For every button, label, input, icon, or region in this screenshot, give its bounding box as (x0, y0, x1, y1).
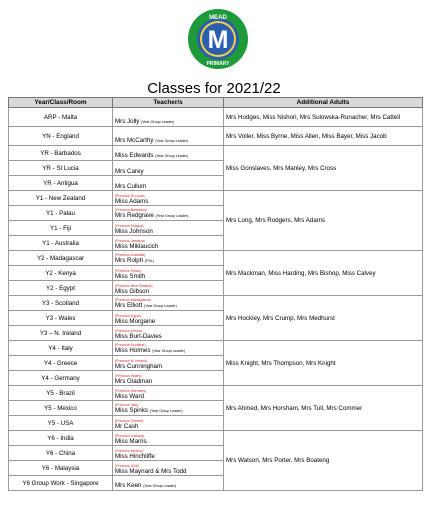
class-name-cell: YR - Barbados (9, 146, 113, 161)
header-row (9, 98, 423, 108)
teacher-cell (113, 206, 224, 221)
teacher-cell (113, 296, 224, 311)
teacher-name: Miss Maynard & Mrs Todd (115, 467, 187, 475)
teacher-name: Mrs Cunningham (115, 362, 163, 370)
class-name-cell: Y2 - Kenya (9, 266, 113, 281)
teacher-cell (113, 431, 224, 446)
teacher-cell (113, 281, 224, 296)
teacher-name: Miss Holmes (115, 346, 151, 354)
teacher-cell (113, 161, 224, 176)
table-row (9, 341, 423, 356)
teacher-role-note: (Year Group Leader) (155, 153, 189, 158)
teacher-name: Miss Smith (115, 272, 146, 280)
teacher-name: Mrs Rolph (115, 256, 144, 264)
table-row (9, 127, 423, 146)
logo-letter: M (207, 26, 229, 54)
teacher-name: Miss Spinks (115, 406, 149, 414)
additional-adults-cell: Mrs Mackman, Miss Harding, Mrs Bishop, Miss Calvey (224, 251, 423, 296)
teacher-name: Mrs Cullum (115, 182, 147, 190)
teacher-name: Mrs Elliott (115, 301, 143, 309)
teacher-cell (113, 326, 224, 341)
teacher-cell (113, 221, 224, 236)
teacher-name: Miss Miklaucich (115, 242, 159, 250)
teacher-cell (113, 176, 224, 191)
teacher-role-note: (Year Group Leader) (141, 119, 174, 124)
logo-bottom-text: PRIMARY (206, 61, 230, 67)
class-name-cell: Y3 - Scotland (9, 296, 113, 311)
teacher-cell (113, 311, 224, 326)
header-teachers: Teacher/s (113, 98, 224, 108)
teacher-cell (113, 266, 224, 281)
table-row (9, 191, 423, 206)
previous-class-note: (Previous Egypt) (115, 313, 141, 318)
previous-class-note: (Previous Kenya) (115, 328, 142, 333)
class-name-cell: Y4 - Germany (9, 371, 113, 386)
teacher-role-note: (Year Group Leader) (143, 303, 177, 308)
teacher-cell (113, 371, 224, 386)
teacher-cell (113, 146, 224, 161)
header-year-class-room: Year/Class/Room (9, 98, 113, 108)
class-name-cell: Y3 - Wales (9, 311, 113, 326)
teacher-cell (113, 446, 224, 461)
class-name-cell: Y5 - Brazil (9, 386, 113, 401)
teacher-name: Miss Gibson (115, 287, 150, 295)
teacher-cell (113, 251, 224, 266)
teacher-name: Mrs Redgrave (115, 211, 154, 219)
class-name-cell: ARP - Malta (9, 108, 113, 127)
previous-class-note: (Previous Barbados) (115, 207, 147, 212)
class-name-cell: Y5 - Mexico (9, 401, 113, 416)
previous-class-note: (Previous Greece) (115, 418, 144, 423)
additional-adults-cell: Mrs Watson, Mrs Porter, Mrs Boateng (224, 431, 423, 491)
class-name-cell: Y6 - India (9, 431, 113, 446)
teacher-role-note: (PSL) (144, 258, 155, 263)
class-name-cell: Y6 Group Work - Singapore (9, 476, 113, 491)
additional-adults-cell: Mrs Long, Mrs Rodgers, Mrs Adams (224, 191, 423, 251)
previous-class-note: (Previous N. Ireland) (115, 358, 148, 363)
school-logo (187, 8, 249, 70)
class-name-cell: Y4 - Italy (9, 341, 113, 356)
teacher-name: Mr Cash (115, 422, 139, 430)
teacher-name: Miss Hinchliffe (115, 452, 155, 460)
previous-class-note: (Previous Palau) (115, 268, 141, 273)
previous-class-note: (Previous Germany) (115, 388, 147, 393)
teacher-name: Miss Edwards (115, 151, 154, 159)
table-row (9, 431, 423, 446)
previous-class-note: (Previous St Lucia) (115, 193, 145, 198)
class-name-cell: Y3 – N. Ireland (9, 326, 113, 341)
classes-table (8, 97, 423, 491)
class-name-cell: Y2 - Madagascar (9, 251, 113, 266)
additional-adults-cell: Miss Knight, Mrs Thompson, Mrs Knight (224, 341, 423, 386)
class-name-cell: YR - Antigua (9, 176, 113, 191)
table-row (9, 251, 423, 266)
class-name-cell: YR - St Lucia (9, 161, 113, 176)
teacher-name: Mrs McCarthy (115, 136, 154, 144)
teacher-cell (113, 356, 224, 371)
teacher-cell (113, 461, 224, 476)
table-row (9, 146, 423, 161)
previous-class-note: (Previous Madagascar) (115, 297, 152, 302)
previous-class-note: (Previous Canada) (115, 433, 145, 438)
teacher-role-note: (Year Group Leader) (143, 483, 177, 488)
teacher-name: Mrs Gladman (115, 377, 153, 385)
teacher-role-note: (Year Group Leader) (155, 213, 189, 218)
teacher-cell (113, 476, 224, 491)
table-body (9, 108, 423, 491)
additional-adults-cell: Mrs Hodges, Miss Nishori, Mrs Sulowska-Runacher, Mrs Cattell (224, 108, 423, 127)
teacher-role-note: (Year Group Leader) (152, 348, 185, 353)
additional-adults-cell: Mrs Ahmed, Mrs Horsham, Mrs Tull, Mrs Commer (224, 386, 423, 431)
teacher-cell (113, 191, 224, 206)
class-name-cell: Y1 - New Zealand (9, 191, 113, 206)
teacher-name: Miss Ward (115, 392, 144, 400)
previous-class-note: (Previous Australia) (115, 252, 146, 257)
teacher-role-note: (Year Group Leader) (155, 138, 189, 143)
class-name-cell: Y5 - USA (9, 416, 113, 431)
class-name-cell: YN - England (9, 127, 113, 146)
class-name-cell: Y1 - Fiji (9, 221, 113, 236)
previous-class-note: (Previous Wales) (115, 373, 142, 378)
teacher-cell (113, 127, 224, 146)
class-name-cell: Y6 - Malaysia (9, 461, 113, 476)
previous-class-note: (Previous Jamaica) (115, 238, 145, 243)
teacher-name: Miss Morgaine (115, 317, 156, 325)
teacher-cell (113, 386, 224, 401)
teacher-name: Mrs Jolly (115, 117, 140, 125)
logo-top-text: MEAD (209, 15, 227, 21)
teacher-cell (113, 341, 224, 356)
previous-class-note: (Previous USA) (115, 463, 140, 468)
previous-class-note: (Previous Italy) (115, 402, 139, 407)
previous-class-note: (Previous Mexico) (115, 448, 144, 453)
class-name-cell: Y1 - Palau (9, 206, 113, 221)
additional-adults-cell: Miss Gonslaves, Mrs Manley, Mrs Cross (224, 146, 423, 191)
additional-adults-cell: Mrs Voller, Miss Byrne, Miss Allen, Miss Bayer, Miss Jacob (224, 127, 423, 146)
table-row (9, 296, 423, 311)
teacher-cell (113, 236, 224, 251)
teacher-name: Mrs Keen (115, 481, 142, 489)
class-name-cell: Y1 - Australia (9, 236, 113, 251)
teacher-name: Miss Johnson (115, 227, 153, 235)
page-title: Classes for 2021/22 (147, 80, 281, 97)
previous-class-note: (Previous Antigua) (115, 223, 144, 228)
teacher-cell (113, 108, 224, 127)
table-row (9, 108, 423, 127)
teacher-cell (113, 401, 224, 416)
teacher-name: Miss Marris (115, 437, 147, 445)
table-row (9, 386, 423, 401)
teacher-role-note: (Year Group Leader) (149, 408, 183, 413)
teacher-name: Miss Burt-Davies (115, 332, 162, 340)
teacher-name: Miss Adams (115, 197, 149, 205)
header-additional-adults: Additional Adults (224, 98, 423, 108)
previous-class-note: (Previous New Zealand) (115, 283, 153, 288)
additional-adults-cell: Mrs Hockley, Mrs Crump, Mrs Medhurst (224, 296, 423, 341)
teacher-name: Mrs Carey (115, 167, 144, 175)
class-name-cell: Y2 - Egypt (9, 281, 113, 296)
class-name-cell: Y4 - Greece (9, 356, 113, 371)
class-name-cell: Y6 - China (9, 446, 113, 461)
teacher-cell (113, 416, 224, 431)
previous-class-note: (Previous Scotland) (115, 342, 146, 347)
